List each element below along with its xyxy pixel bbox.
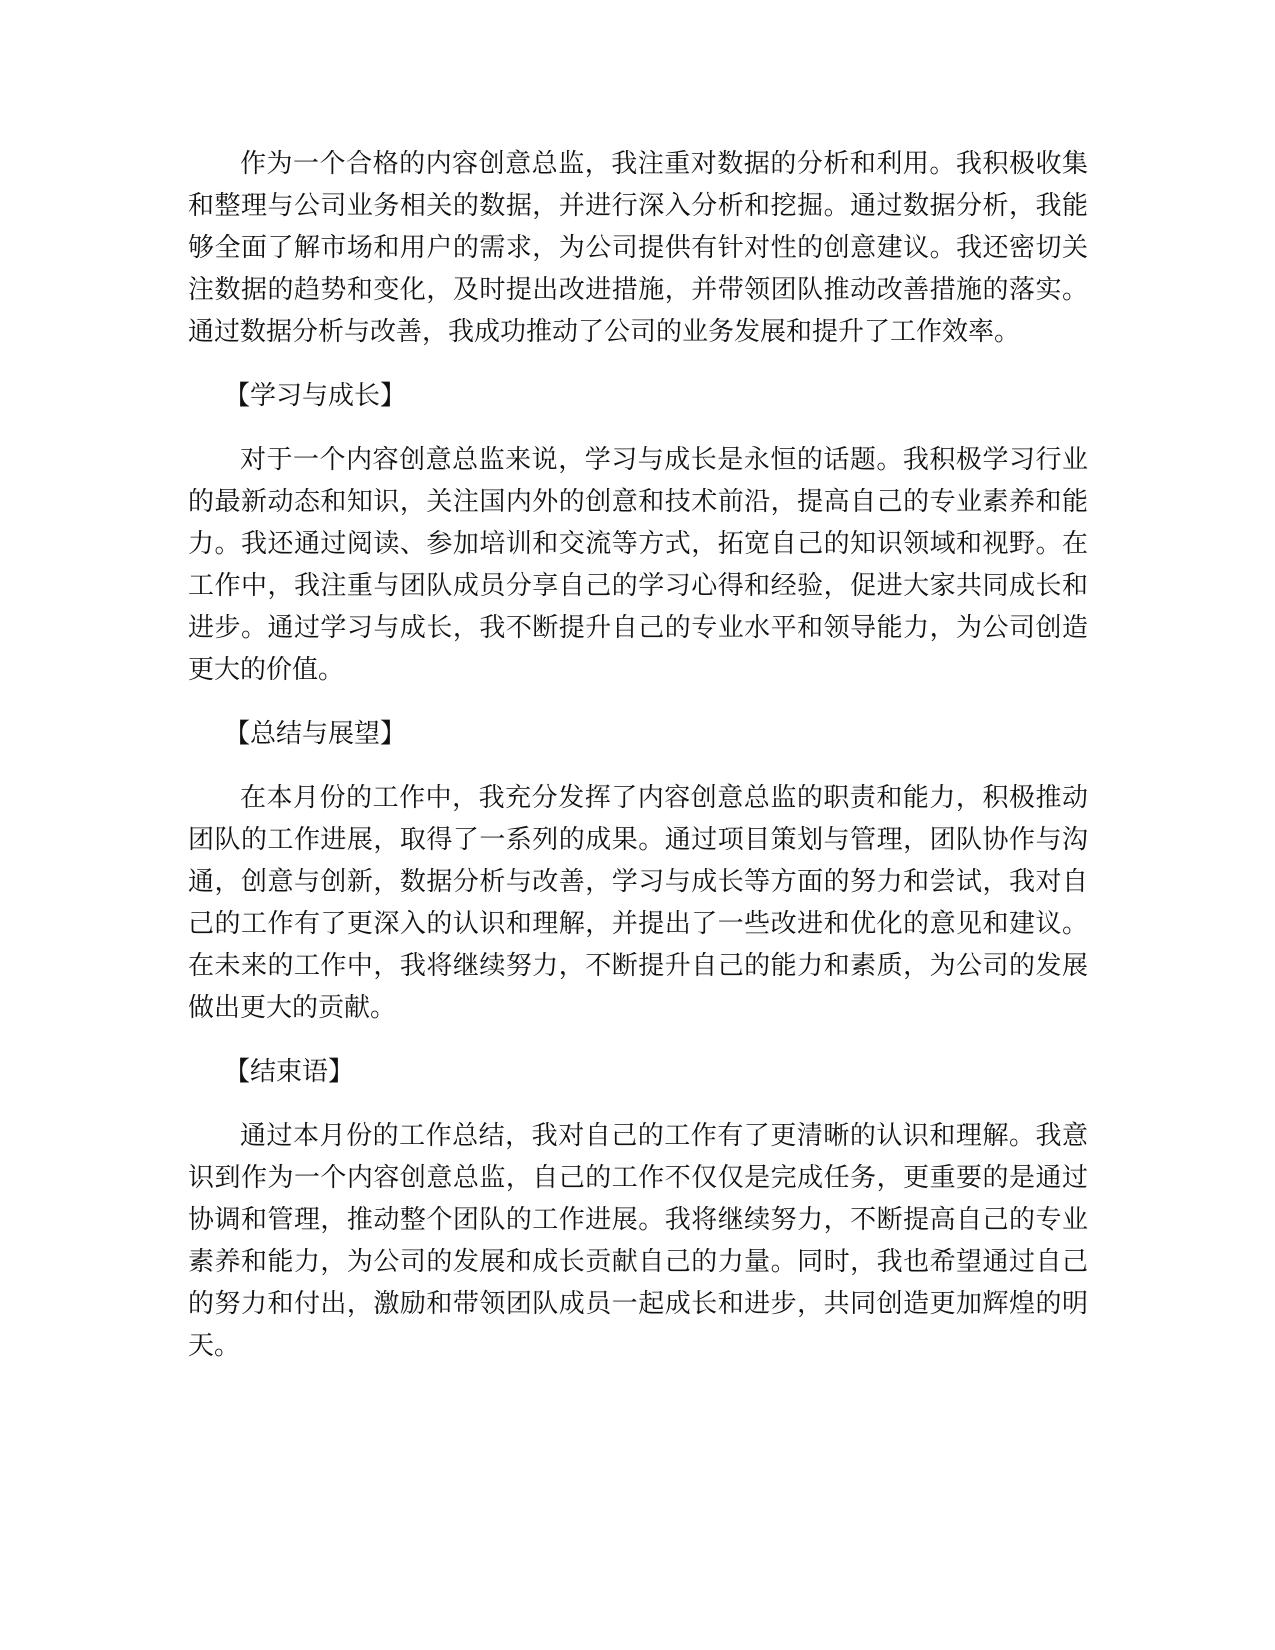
paragraph-conclusion: 通过本月份的工作总结，我对自己的工作有了更清晰的认识和理解。我意识到作为一个内容创意总监，自己的工作不仅仅是完成任务，更重要的是通过协调和管理，推动整个团队的工作进展。我将继续努力，不断提高自己的专业素养和能力，为公司的发展和成长贡献自己的力量。同时，我也希望通过自己的努力和付出，激励和带领团队成员一起成长和进步，共同创造更加辉煌的明天。 xyxy=(188,1121,1088,1361)
heading-summary-outlook: 【总结与展望】 xyxy=(224,719,407,749)
document-body xyxy=(188,143,1088,1367)
heading-conclusion: 【结束语】 xyxy=(224,1057,355,1087)
paragraph-learning-growth: 对于一个内容创意总监来说，学习与成长是永恒的话题。我积极学习行业的最新动态和知识，关注国内外的创意和技术前沿，提高自己的专业素养和能力。我还通过阅读、参加培训和交流等方式，拓宽自己的知识领域和视野。在工作中，我注重与团队成员分享自己的学习心得和经验，促进大家共同成长和进步。通过学习与成长，我不断提升自己的专业水平和领导能力，为公司创造更大的价值。 xyxy=(188,445,1088,685)
paragraph-data-analysis: 作为一个合格的内容创意总监，我注重对数据的分析和利用。我积极收集和整理与公司业务相关的数据，并进行深入分析和挖掘。通过数据分析，我能够全面了解市场和用户的需求，为公司提供有针对性的创意建议。我还密切关注数据的趋势和变化，及时提出改进措施，并带领团队推动改善措施的落实。通过数据分析与改善，我成功推动了公司的业务发展和提升了工作效率。 xyxy=(188,149,1088,347)
heading-learning-growth: 【学习与成长】 xyxy=(224,381,407,411)
paragraph-summary-outlook: 在本月份的工作中，我充分发挥了内容创意总监的职责和能力，积极推动团队的工作进展，取得了一系列的成果。通过项目策划与管理，团队协作与沟通，创意与创新，数据分析与改善，学习与成长等方面的努力和尝试，我对自己的工作有了更深入的认识和理解，并提出了一些改进和优化的意见和建议。在未来的工作中，我将继续努力，不断提升自己的能力和素质，为公司的发展做出更大的贡献。 xyxy=(188,783,1088,1023)
